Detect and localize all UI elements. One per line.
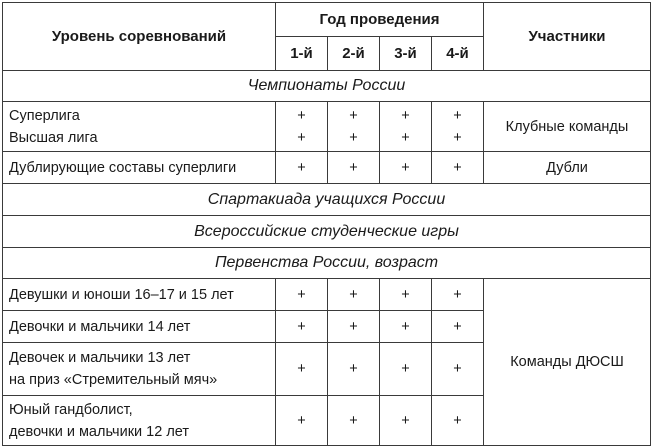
header-level: Уровень соревнований [3,3,276,71]
mark-cell: + [380,343,432,396]
mark-cell: + [380,311,432,343]
mark-cell: + [328,396,380,446]
row-girls-boys-16: Девушки и юноши 16–17 и 15 лет [3,279,276,311]
mark-cell: + [276,152,328,184]
mark-cell: + [380,152,432,184]
header-participants: Участники [484,3,651,71]
section-youth-championships: Первенства России, возраст [3,248,651,279]
mark-cell: + [328,279,380,311]
mark-cell: + [432,152,484,184]
row-girls-boys-13-line1: Девочек и мальчики 13 лет [9,350,191,366]
mark-cell: + [276,311,328,343]
mark: + [297,129,306,146]
row-young-handballer-line1: Юный гандболист, [9,401,133,418]
mark-cell: + [276,279,328,311]
row-superleague-label: Суперлига [9,107,80,124]
mark-cell [432,102,484,152]
mark: + [297,107,306,124]
mark-cell: + [380,396,432,446]
header-year-1: 1-й [276,37,328,71]
header-year-group: Год проведения [276,3,484,37]
mark: + [349,107,358,124]
mark: + [349,129,358,146]
row-girls-boys-14: Девочки и мальчики 14 лет [3,311,276,343]
header-year-4: 4-й [432,37,484,71]
mark-cell: + [328,311,380,343]
participants-dyussh: Команды ДЮСШ [484,279,651,446]
mark-cell [276,102,328,152]
mark: + [401,107,410,124]
mark-cell: + [328,152,380,184]
mark-cell: + [276,396,328,446]
row-girls-boys-13-line2: на приз «Стремительный мяч» [9,372,218,388]
mark-cell: + [432,343,484,396]
mark-cell: + [328,343,380,396]
participants-doubles: Дубли [484,152,651,184]
mark-cell [328,102,380,152]
mark-cell: + [380,279,432,311]
row-girls-boys-13 [3,343,276,396]
row-young-handballer [3,396,276,446]
section-spartakiad: Спартакиада учащихся России [3,184,651,216]
header-year-2: 2-й [328,37,380,71]
row-doubles: Дублирующие составы суперлиги [3,152,276,184]
participants-club: Клубные команды [484,102,651,152]
mark-cell: + [432,279,484,311]
mark-cell [380,102,432,152]
mark-cell: + [432,396,484,446]
row-higher-league-label: Высшая лига [9,129,98,146]
mark-cell: + [276,343,328,396]
row-superleague [3,102,276,152]
section-championships: Чемпионаты России [3,71,651,102]
row-young-handballer-line2: девочки и мальчики 12 лет [9,423,190,440]
mark: + [453,129,462,146]
mark-cell: + [432,311,484,343]
competition-table [2,2,651,446]
section-student-games: Всероссийские студенческие игры [3,216,651,248]
mark: + [401,129,410,146]
header-year-3: 3-й [380,37,432,71]
mark: + [453,107,462,124]
